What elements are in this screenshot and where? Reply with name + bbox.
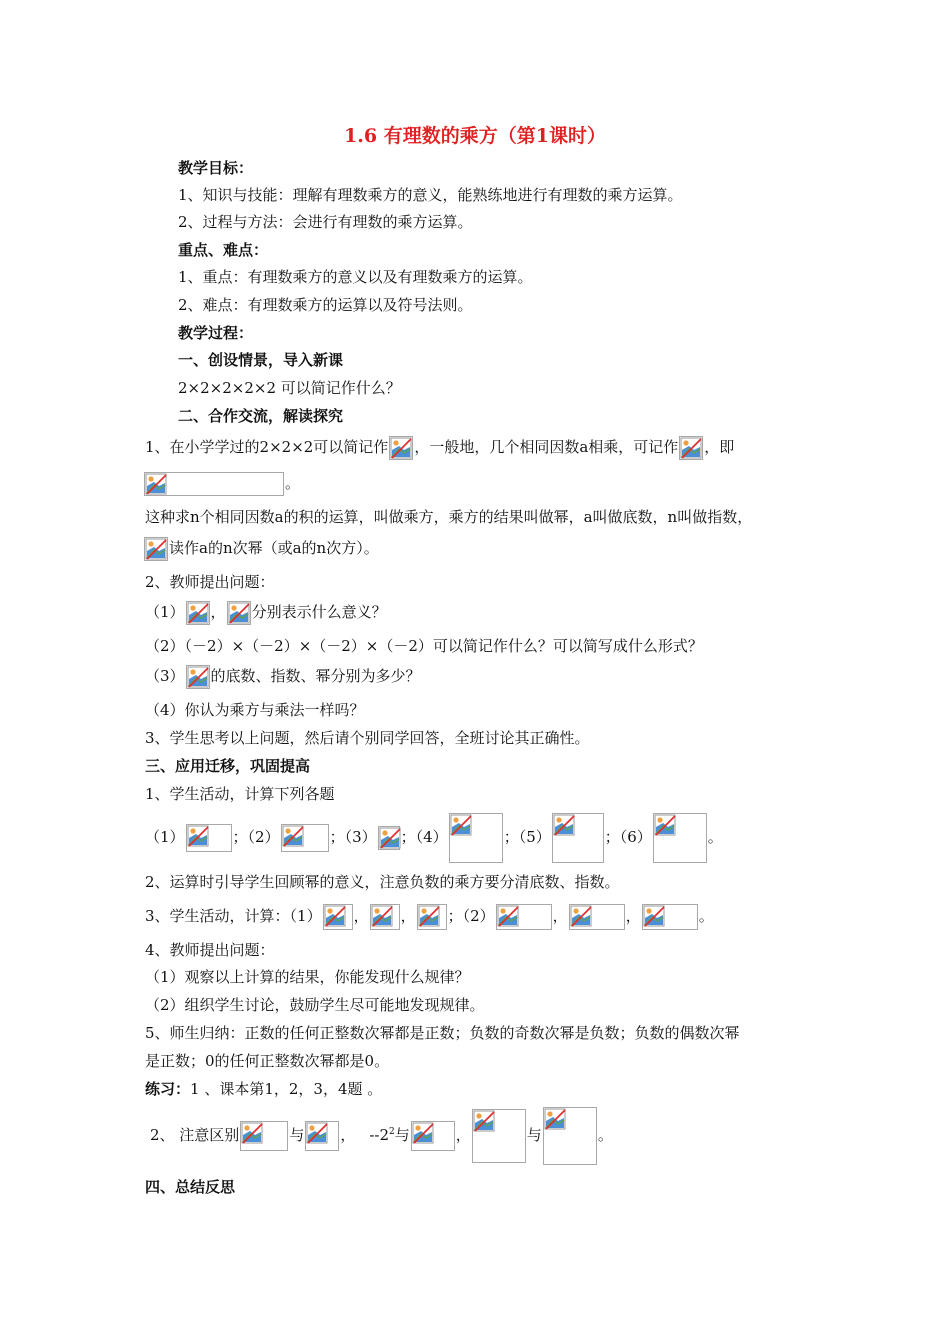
text-span: 2、 注意区别	[150, 1126, 240, 1144]
text-span: --2	[369, 1126, 390, 1144]
formula-image-icon	[305, 1121, 339, 1151]
text-span: 1、在小学学过的2×2×2可以简记作	[145, 438, 389, 456]
text-span: 1 、课本第1，2，3，4题 。	[190, 1080, 383, 1098]
section-heading: 一、创设情景，导入新课	[178, 351, 344, 369]
text-span: 。	[698, 907, 714, 925]
text-span: 。	[285, 474, 301, 492]
text-span: 分别表示什么意义？	[251, 603, 387, 621]
key-point-text: 1、重点：有理数乘方的意义以及有理数乘方的运算。	[178, 268, 533, 286]
paragraph: 这种求n个相同因数a的积的运算，叫做乘方，乘方的结果叫做幂，a叫做底数，n叫做指数，	[145, 508, 753, 526]
formula-image-icon	[496, 904, 552, 930]
paragraph	[143, 472, 300, 496]
text-span: ；（5）	[503, 828, 551, 846]
question: （2）（－2）×（－2）×（－2）×（－2）可以简记作什么？可以简写成什么形式？	[145, 637, 703, 655]
formula-image-icon	[370, 904, 400, 930]
exercise-label: 练习：	[145, 1080, 191, 1098]
text-span: 的底数、指数、幂分别为多少？	[210, 667, 421, 685]
text-span: ，	[552, 907, 568, 925]
formula-image-icon	[281, 824, 329, 852]
calc-row	[145, 812, 723, 862]
question	[145, 665, 421, 689]
formula-image-icon	[144, 472, 284, 496]
formula-image-icon	[552, 813, 604, 863]
text-span: （3）	[145, 667, 185, 685]
text-span: 与	[526, 1126, 542, 1144]
formula-image-icon	[569, 904, 625, 930]
text-span: ，	[455, 1126, 471, 1144]
formula-image-icon	[323, 904, 353, 930]
paragraph: 2×2×2×2×2 可以简记作什么？	[178, 379, 401, 397]
question	[145, 601, 387, 625]
paragraph	[145, 436, 734, 460]
exercise-line	[150, 1106, 613, 1164]
calc-row	[145, 902, 714, 930]
text-span: ；（2）	[447, 907, 495, 925]
goal-text: 1、知识与技能：理解有理数乘方的意义，能熟练地进行有理数的乘方运算。	[178, 186, 683, 204]
paragraph: 3、学生思考以上问题，然后请个别同学回答，全班讨论其正确性。	[145, 729, 590, 747]
text-span: ；（3）	[329, 828, 377, 846]
section-heading: 二、合作交流，解读探究	[178, 407, 344, 425]
formula-image-icon	[227, 601, 251, 625]
section-heading: 重点、难点：	[178, 241, 269, 259]
key-point-text: 2、难点：有理数乘方的运算以及符号法则。	[178, 296, 473, 314]
paragraph: 1、学生活动，计算下列各题	[145, 785, 335, 803]
text-span: 。	[597, 1126, 613, 1144]
text-span: ，	[400, 907, 416, 925]
text-span: 读作a的n次幂（或a的n次方）。	[169, 539, 379, 557]
question: （2）组织学生讨论，鼓励学生尽可能地发现规律。	[145, 996, 485, 1014]
text-span: 与	[394, 1126, 410, 1144]
text-span: 。	[707, 828, 723, 846]
text-span: ，	[625, 907, 641, 925]
formula-image-icon	[449, 813, 503, 863]
section-heading: 三、应用迁移，巩固提高	[145, 757, 311, 775]
paragraph: 4、教师提出问题：	[145, 941, 275, 959]
text-span: ；（4）	[400, 828, 448, 846]
text-span: （1）	[145, 603, 185, 621]
text-span: ；（2）	[232, 828, 280, 846]
text-span: ，	[340, 1126, 356, 1144]
formula-image-icon	[679, 436, 703, 460]
formula-image-icon	[389, 436, 413, 460]
formula-image-icon	[186, 665, 210, 689]
text-span: ，即	[704, 438, 735, 456]
paragraph: 是正数；0的任何正整数次幂都是0。	[145, 1052, 390, 1070]
formula-image-icon	[411, 1121, 455, 1151]
formula-image-icon	[472, 1109, 526, 1163]
document-title: 1.6 有理数的乘方（第1课时）	[344, 125, 606, 147]
goal-text: 2、过程与方法：会进行有理数的乘方运算。	[178, 213, 473, 231]
text-span: （1）	[145, 828, 185, 846]
text-span: ，	[210, 603, 226, 621]
text-span: 3、学生活动，计算：（1）	[145, 907, 322, 925]
formula-image-icon	[543, 1107, 597, 1165]
question: （1）观察以上计算的结果，你能发现什么规律？	[145, 968, 470, 986]
question: （4）你认为乘方与乘法一样吗？	[145, 701, 365, 719]
text-span: ；（6）	[604, 828, 652, 846]
exercise-line	[145, 1079, 382, 1099]
paragraph: 2、教师提出问题：	[145, 573, 275, 591]
formula-image-icon	[186, 601, 210, 625]
formula-image-icon	[378, 826, 400, 850]
formula-image-icon	[240, 1121, 288, 1151]
formula-image-icon	[642, 904, 698, 930]
formula-image-icon	[186, 824, 232, 852]
section-heading: 四、总结反思	[145, 1178, 236, 1196]
section-heading: 教学过程：	[178, 324, 254, 342]
superscript: 2	[389, 1127, 395, 1137]
text-span: 与	[289, 1126, 305, 1144]
section-heading: 教学目标：	[178, 159, 254, 177]
text-span: ，	[353, 907, 369, 925]
formula-image-icon	[653, 813, 707, 863]
text-span: ，一般地，几个相同因数a相乘，可记作	[414, 438, 679, 456]
paragraph: 5、师生归纳：正数的任何正整数次幂都是正数；负数的奇数次幂是负数；负数的偶数次幂	[145, 1024, 740, 1042]
formula-image-icon	[144, 537, 168, 561]
paragraph	[143, 537, 379, 561]
paragraph: 2、运算时引导学生回顾幂的意义，注意负数的乘方要分清底数、指数。	[145, 873, 620, 891]
formula-image-icon	[417, 904, 447, 930]
